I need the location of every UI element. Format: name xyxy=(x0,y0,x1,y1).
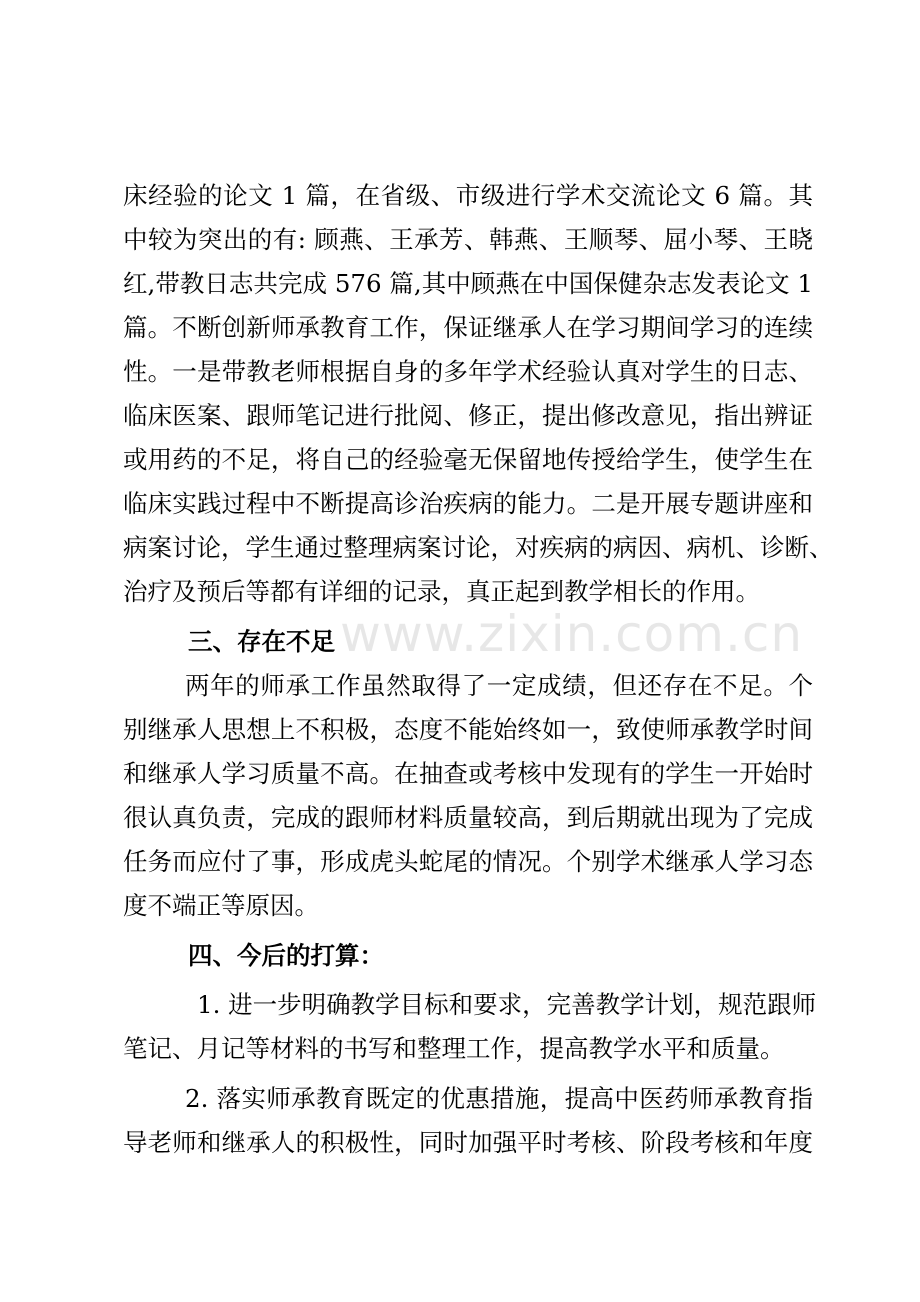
paragraph-line: 和继承人学习质量不高。在抽查或考核中发现有的学生一开始时 xyxy=(123,759,813,788)
paragraph-line: 或用药的不足，将自己的经验毫无保留地传授给学生，使学生在 xyxy=(123,445,813,474)
list-item-line: 导老师和继承人的积极性，同时加强平时考核、阶段考核和年度 xyxy=(123,1128,813,1157)
paragraph-line: 度不端正等原因。 xyxy=(123,891,319,920)
paragraph-line: 临床医案、跟师笔记进行批阅、修正，提出修改意见，指出辨证 xyxy=(123,401,813,430)
paragraph-line: 病案讨论，学生通过整理病案讨论，对疾病的病因、病机、诊断、 xyxy=(123,533,834,562)
paragraph-line: 任务而应付了事，形成虎头蛇尾的情况。个别学术继承人学习态 xyxy=(123,847,813,876)
watermark-text: www.zixin.com.cn xyxy=(340,605,804,663)
paragraph-line: 性。一是带教老师根据自身的多年学术经验认真对学生的日志、 xyxy=(123,357,813,386)
paragraph-line: 红,带教日志共完成 576 篇,其中顾燕在中国保健杂志发表论文 1 xyxy=(123,269,813,298)
paragraph-line: 治疗及预后等都有详细的记录，真正起到教学相长的作用。 xyxy=(123,577,760,606)
paragraph-line: 中较为突出的有: 顾燕、王承芳、韩燕、王顺琴、屈小琴、王晓 xyxy=(123,225,813,254)
list-item-line: 笔记、月记等材料的书写和整理工作，提高教学水平和质量。 xyxy=(123,1034,785,1063)
paragraph-line: 床经验的论文 1 篇，在省级、市级进行学术交流论文 6 篇。其 xyxy=(123,181,813,210)
paragraph-line: 很认真负责，完成的跟师材料质量较高，到后期就出现为了完成 xyxy=(123,803,813,832)
section-heading-shortcomings: 三、存在不足 xyxy=(188,627,335,656)
list-item-line: 1. 进一步明确教学目标和要求，完善教学计划，规范跟师 xyxy=(197,990,817,1019)
paragraph-line: 两年的师承工作虽然取得了一定成绩，但还存在不足。个 xyxy=(185,671,813,700)
section-heading-future-plans: 四、今后的打算： xyxy=(188,941,384,970)
paragraph-line: 别继承人思想上不积极，态度不能始终如一，致使师承教学时间 xyxy=(123,715,813,744)
paragraph-line: 篇。不断创新师承教育工作，保证继承人在学习期间学习的连续 xyxy=(123,313,813,342)
list-item-line: 2. 落实师承教育既定的优惠措施，提高中医药师承教育指 xyxy=(185,1084,813,1113)
paragraph-line: 临床实践过程中不断提高诊治疾病的能力。二是开展专题讲座和 xyxy=(123,489,813,518)
